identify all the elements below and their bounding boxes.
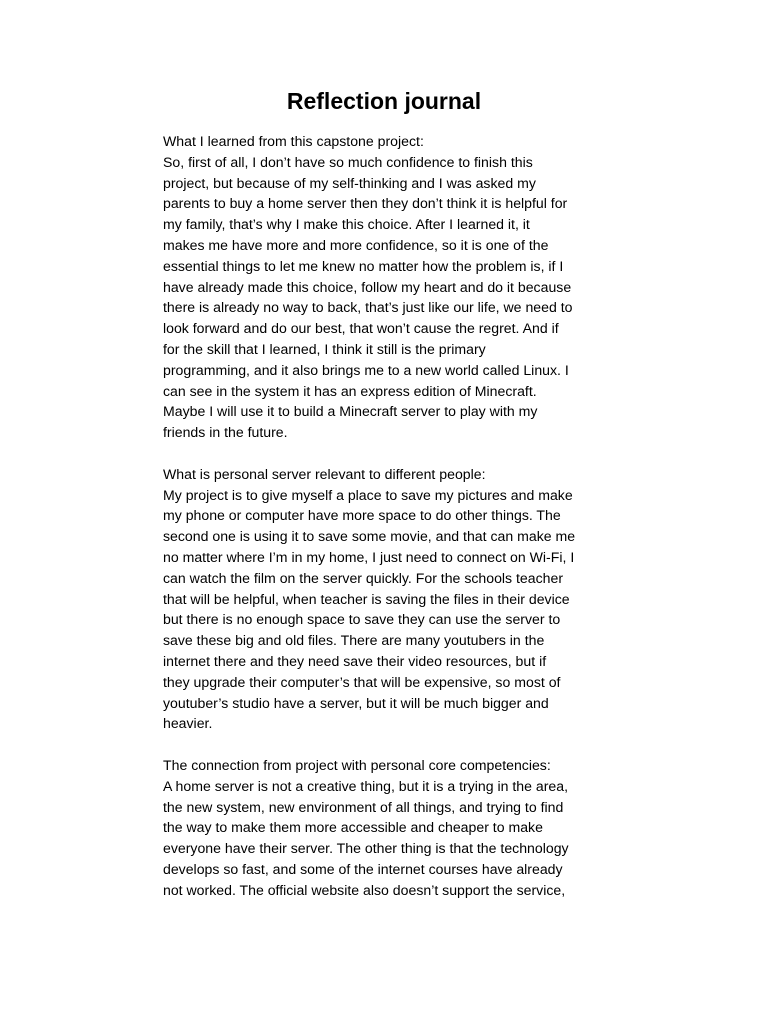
document-title: Reflection journal bbox=[286, 88, 482, 114]
paragraph-line: can see in the system it has an express edition of Minecraft. bbox=[163, 382, 537, 399]
paragraph-line: So, first of all, I don’t have so much confidence to finish this bbox=[163, 153, 533, 170]
paragraph-line: youtuber’s studio have a server, but it will be much bigger and bbox=[163, 694, 549, 711]
section-heading: What I learned from this capstone project: bbox=[163, 133, 424, 149]
paragraph-line: for the skill that I learned, I think it still is the primary bbox=[163, 340, 486, 357]
paragraph-line: the new system, new environment of all things, and trying to find bbox=[163, 798, 564, 815]
section-personal-server-relevance bbox=[163, 464, 663, 734]
section-heading: The connection from project with personal core competencies: bbox=[163, 756, 551, 773]
paragraph-line: friends in the future. bbox=[163, 424, 288, 441]
paragraph-line: internet there and they need save their video resources, but if bbox=[163, 652, 547, 669]
document-body bbox=[163, 131, 663, 921]
paragraph-line: everyone have their server. The other thing is that the technology bbox=[163, 840, 569, 857]
paragraph-line: A home server is not a creative thing, but it is a trying in the area, bbox=[163, 777, 569, 794]
paragraph-line: have already made this choice, follow my heart and do it because bbox=[163, 278, 572, 295]
paragraph-line: but there is no enough space to save they can use the server to bbox=[163, 611, 561, 628]
section-paragraph bbox=[163, 152, 663, 443]
section-paragraph bbox=[163, 485, 663, 735]
paragraph-line: no matter where I’m in my home, I just need to connect on Wi-Fi, I bbox=[163, 548, 575, 565]
paragraph-line: parents to buy a home server then they don’t think it is helpful for bbox=[163, 195, 568, 212]
paragraph-line: essential things to let me knew no matter how the problem is, if I bbox=[163, 257, 564, 274]
paragraph-line: not worked. The official website also doesn’t support the service, bbox=[163, 881, 566, 898]
section-core-competencies bbox=[163, 755, 663, 901]
paragraph-line: Maybe I will use it to build a Minecraft server to play with my bbox=[163, 403, 538, 420]
paragraph-line: second one is using it to save some movie, and that can make me bbox=[163, 528, 576, 545]
paragraph-line: my family, that’s why I make this choice. After I learned it, it bbox=[163, 216, 530, 233]
paragraph-line: that will be helpful, when teacher is saving the files in their device bbox=[163, 590, 570, 607]
paragraph-line: heavier. bbox=[163, 715, 213, 732]
paragraph-line: look forward and do our best, that won’t cause the regret. And if bbox=[163, 320, 559, 337]
section-paragraph bbox=[163, 776, 663, 901]
paragraph-line: there is already no way to back, that’s just like our life, we need to bbox=[163, 299, 573, 316]
paragraph-line: project, but because of my self-thinking and I was asked my bbox=[163, 174, 536, 191]
paragraph-line: develops so fast, and some of the internet courses have already bbox=[163, 860, 563, 877]
paragraph-line: can watch the film on the server quickly. For the schools teacher bbox=[163, 569, 564, 586]
paragraph-line: save these big and old files. There are many youtubers in the bbox=[163, 632, 545, 649]
paragraph-line: they upgrade their computer’s that will be expensive, so most of bbox=[163, 673, 561, 690]
section-heading: What is personal server relevant to different people: bbox=[163, 465, 486, 482]
paragraph-line: makes me have more and more confidence, so it is one of the bbox=[163, 236, 549, 253]
paragraph-line: my phone or computer have more space to do other things. The bbox=[163, 507, 561, 524]
paragraph-line: the way to make them more accessible and cheaper to make bbox=[163, 819, 543, 836]
paragraph-line: programming, and it also brings me to a new world called Linux. I bbox=[163, 361, 569, 378]
section-what-i-learned bbox=[163, 131, 663, 443]
paragraph-line: My project is to give myself a place to save my pictures and make bbox=[163, 486, 573, 503]
